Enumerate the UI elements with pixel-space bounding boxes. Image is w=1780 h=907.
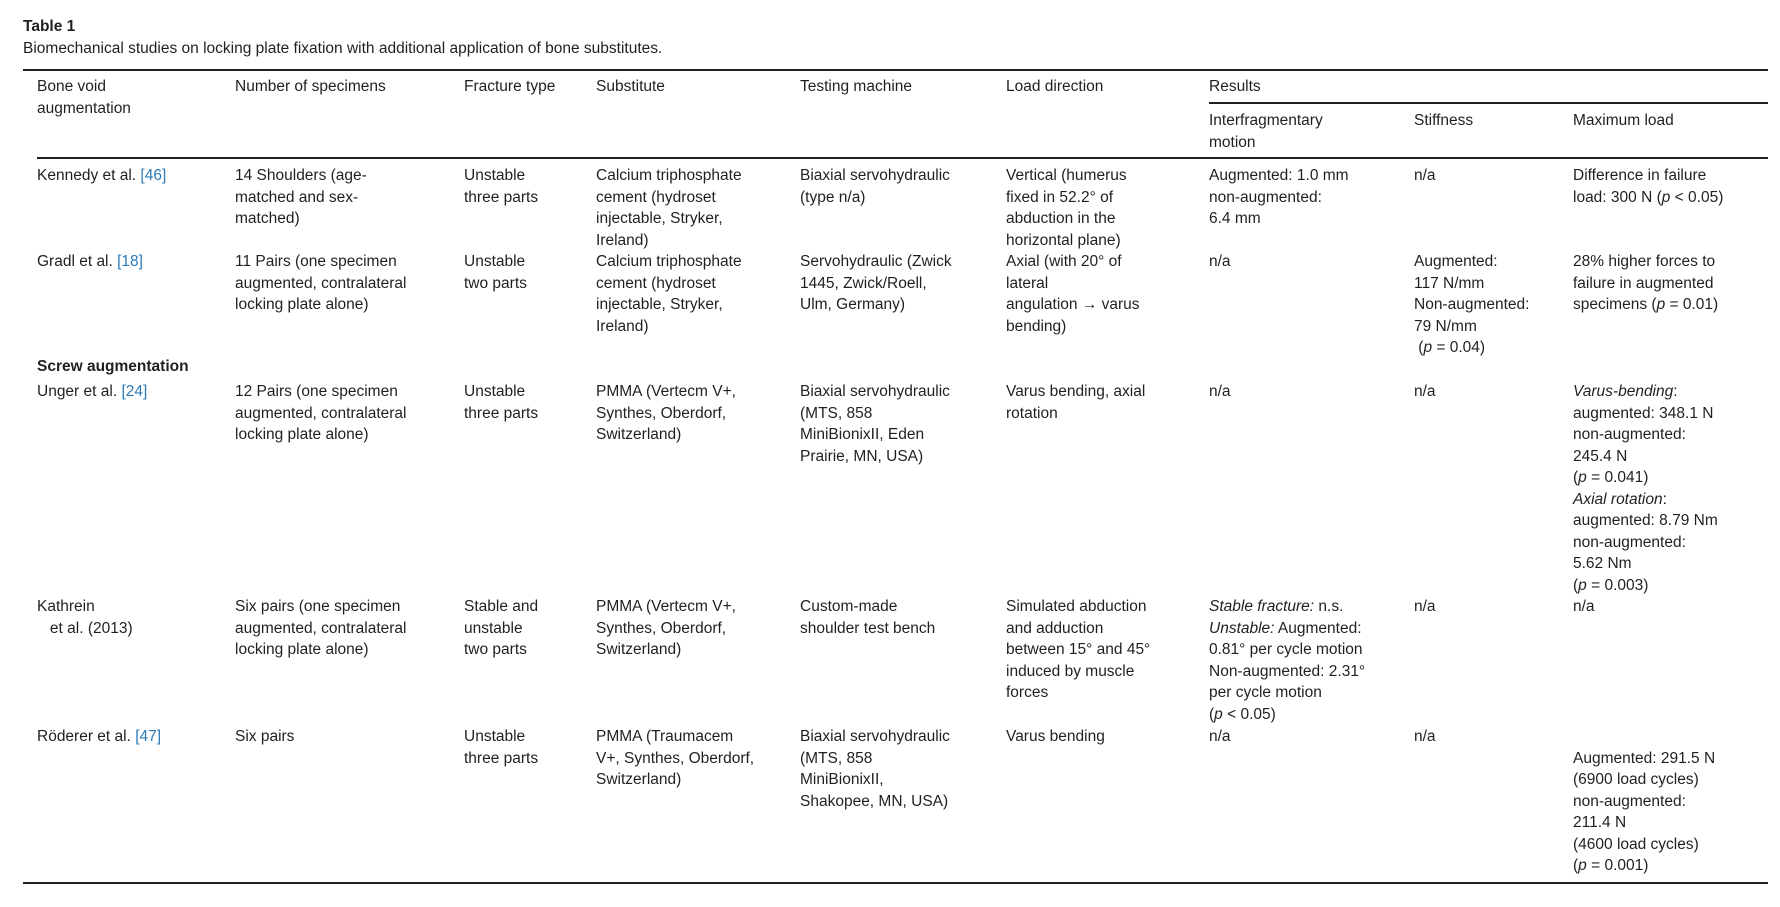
text: ( [1573,469,1579,486]
cell-substitute [596,596,736,661]
text: ( [1573,576,1579,594]
italic-text: p [1423,339,1433,356]
text: Kennedy et al. [37,167,141,184]
text: specimens ( [1573,296,1657,313]
cell-substitute [596,165,742,251]
text: ( [1573,857,1579,874]
cell-line: Biaxial servohydraulic [800,728,950,745]
cell-line: between 15° and 45° [1006,641,1151,658]
cell-line: Augmented: 291.5 N [1573,749,1716,767]
cell-testing-machine [800,251,952,316]
cell-line: Custom-made [800,598,898,615]
cell-line [37,726,161,748]
cell-line: augmented, contralateral [235,274,407,292]
cell-line: lateral [1006,274,1049,292]
cell-specimens [235,165,367,230]
cell-load-direction [1006,165,1127,251]
cell-maximum-load [1573,251,1718,316]
italic-text: p [1661,188,1671,206]
header-specimens: Number of specimens [235,78,386,95]
header-testing-machine: Testing machine [800,78,913,95]
text: = 0.001) [1586,857,1649,874]
cell-load-direction [1006,596,1150,704]
cell-line: n/a [1414,167,1436,184]
cell-line: n/a [1209,728,1231,745]
cell-specimens [235,381,406,446]
cell-line: injectable, Stryker, [596,210,723,227]
table-caption: Biomechanical studies on locking plate fixation with additional application of bone substitutes. [23,40,663,57]
italic-text: p [1578,576,1587,594]
text: = 0.041) [1586,469,1649,486]
cell-line: cement (hydroset [596,274,716,292]
cell-line: Vertical (humerus [1006,167,1127,184]
header-substitute: Substitute [596,78,665,95]
cell-line: et al. (2013) [37,619,133,637]
cell-line: Six pairs (one specimen [235,598,401,615]
cell-load-direction [1006,251,1140,337]
reference-link[interactable]: [18] [117,253,143,270]
text: : [1662,490,1667,508]
cell-maximum-load [1573,596,1595,618]
cell-interfragmentary-motion [1209,251,1231,273]
cell-fracture-type [464,726,538,769]
cell-specimens [235,596,406,661]
cell-line [1573,294,1718,316]
text: n.s. [1314,598,1344,615]
cell-line: Switzerland) [596,641,682,658]
cell-line [37,381,147,403]
cell-line: unstable [464,619,523,637]
cell-line: Non-augmented: 2.31° [1209,662,1366,680]
cell-line: (type n/a) [800,188,866,206]
cell-maximum-load [1573,726,1715,877]
cell-line: Ireland) [596,317,649,335]
header-rule [37,157,1768,159]
cell-line [1573,855,1715,877]
italic-text: Axial rotation [1573,490,1663,508]
cell-line: injectable, Stryker, [596,296,723,313]
text: < 0.05) [1670,188,1724,206]
cell-interfragmentary-motion [1209,381,1231,403]
cell-stiffness [1414,251,1529,359]
text: Unger et al. [37,383,122,400]
cell-interfragmentary-motion [1209,726,1231,748]
cell-line: locking plate alone) [235,426,369,443]
cell-line: augmented, contralateral [235,404,407,422]
cell-line: 11 Pairs (one specimen [235,253,397,270]
cell-study [37,381,147,403]
text: Augmented: [1274,619,1362,637]
cell-line: n/a [1414,728,1436,745]
cell-line: three parts [464,404,539,422]
cell-fracture-type [464,251,527,294]
cell-line: 6.4 mm [1209,210,1261,227]
cell-substitute [596,381,736,446]
cell-line: n/a [1209,253,1231,270]
cell-line: 12 Pairs (one specimen [235,383,398,400]
cell-line: (6900 load cycles) [1573,771,1699,788]
cell-fracture-type [464,381,538,424]
cell-line: Non-augmented: [1414,296,1530,313]
header-interfragmentary-motion [1209,110,1323,153]
cell-line: failure in augmented [1573,274,1714,292]
italic-text: p [1214,705,1223,723]
cell-testing-machine [800,381,950,467]
cell-line: non-augmented: [1573,792,1686,810]
section-screw-augmentation: Screw augmentation [37,358,189,375]
cell-line: 5.62 Nm [1573,555,1632,572]
cell-line: Switzerland) [596,771,682,788]
cell-line: non-augmented: [1573,533,1686,551]
header-motion-line: motion [1209,133,1256,151]
italic-text: Varus-bending [1573,383,1674,400]
cell-line: 14 Shoulders (age- [235,167,367,184]
cell-stiffness [1414,596,1436,618]
text: = 0.01) [1665,296,1719,313]
header-results: Results [1209,78,1261,95]
header-load-direction: Load direction [1006,78,1104,95]
cell-fracture-type [464,165,538,208]
cell-line: PMMA (Vertecm V+, [596,598,736,615]
cell-line: locking plate alone) [235,296,369,313]
cell-line [1573,575,1718,597]
cell-line: 117 N/mm [1414,274,1485,292]
cell-study [37,596,133,639]
cell-line [37,165,166,187]
header-bone-void-line: augmentation [37,99,131,117]
cell-line: Unstable [464,253,526,270]
cell-line: Prairie, MN, USA) [800,447,924,465]
cell-line: bending) [1006,317,1067,335]
cell-line: horizontal plane) [1006,231,1121,249]
cell-line: abduction in the [1006,210,1116,227]
cell-load-direction [1006,381,1145,424]
cell-testing-machine [800,165,950,208]
cell-line: Unstable [464,167,526,184]
cell-line: (4600 load cycles) [1573,835,1699,853]
cell-line: MiniBionixII, Eden [800,426,925,443]
cell-study [37,165,166,187]
bottom-rule [23,882,1768,884]
italic-text: p [1578,469,1587,486]
cell-line: Augmented: 1.0 mm [1209,167,1349,184]
cell-line: 79 N/mm [1414,317,1477,335]
cell-line: forces [1006,684,1049,701]
cell-line: non-augmented: [1573,426,1686,443]
cell-line: MiniBionixII, [800,771,884,788]
cell-line [1209,704,1365,726]
cell-maximum-load [1573,381,1718,596]
header-stiffness: Stiffness [1414,112,1474,129]
cell-line: Simulated abduction [1006,598,1147,615]
cell-line [1209,618,1365,640]
cell-interfragmentary-motion [1209,596,1365,725]
cell-line: fixed in 52.2° of [1006,188,1114,206]
cell-substitute [596,251,742,337]
cell-line: Biaxial servohydraulic [800,383,950,400]
cell-line: augmented: 348.1 N [1573,404,1714,422]
text: Gradl et al. [37,253,118,270]
text: Röderer et al. [37,728,136,745]
cell-line: Ulm, Germany) [800,296,906,313]
cell-study [37,251,143,273]
cell-line: Biaxial servohydraulic [800,167,950,184]
cell-line: 245.4 N [1573,447,1628,465]
cell-line: 1445, Zwick/Roell, [800,274,927,292]
cell-line: V+, Synthes, Oberdorf, [596,749,755,767]
cell-line [1573,726,1715,748]
cell-line: PMMA (Vertecm V+, [596,383,736,400]
cell-line: Switzerland) [596,426,682,443]
cell-line: 28% higher forces to [1573,253,1716,270]
cell-line: 211.4 N [1573,814,1627,831]
cell-line [1414,337,1529,359]
cell-line: rotation [1006,404,1058,422]
header-fracture-type: Fracture type [464,78,556,95]
italic-text: Unstable: [1209,619,1275,637]
cell-line: non-augmented: [1209,188,1322,206]
cell-line: n/a [1573,598,1595,615]
cell-line: matched) [235,210,300,227]
table-label: Table 1 [23,18,76,35]
cell-maximum-load [1573,165,1723,208]
cell-line: three parts [464,188,539,206]
text: load: 300 N ( [1573,188,1662,206]
cell-line: Unstable [464,383,526,400]
cell-line: 0.81° per cycle motion [1209,641,1363,658]
cell-substitute [596,726,754,791]
cell-line: augmented: 8.79 Nm [1573,512,1718,529]
cell-line: Ireland) [596,231,649,249]
cell-line: Shakopee, MN, USA) [800,792,949,810]
reference-link[interactable]: [47] [135,728,162,745]
cell-line: cement (hydroset [596,188,716,206]
cell-line [1573,489,1718,511]
cell-line: Axial (with 20° of [1006,253,1122,270]
cell-study [37,726,161,748]
cell-line: two parts [464,641,527,658]
cell-stiffness [1414,726,1436,748]
cell-line [1573,381,1718,403]
cell-specimens [235,251,406,316]
header-bone-void-line: Bone void [37,78,106,95]
reference-link[interactable]: [24] [121,383,148,400]
cell-line: induced by muscle [1006,662,1135,680]
reference-link[interactable]: [46] [140,167,167,184]
cell-line: matched and sex- [235,188,359,206]
cell-line: augmented, contralateral [235,619,407,637]
text: < 0.05) [1222,705,1276,723]
text: = 0.04) [1432,339,1486,356]
cell-line: Augmented: [1414,253,1498,270]
top-rule [23,69,1768,71]
cell-line: Calcium triphosphate [596,253,742,270]
text: ( [1414,339,1424,356]
cell-line [37,251,143,273]
cell-line [1573,187,1723,209]
cell-line: Synthes, Oberdorf, [596,619,727,637]
cell-line: Varus bending [1006,728,1105,745]
cell-load-direction [1006,726,1105,748]
cell-line: angulation → varus [1006,296,1140,313]
cell-line: (MTS, 858 [800,404,873,422]
cell-line: Stable and [464,598,539,615]
italic-text: p [1656,296,1666,313]
cell-line: and adduction [1006,619,1104,637]
header-motion-line: Interfragmentary [1209,112,1323,129]
italic-text: p [1578,857,1587,874]
cell-line: locking plate alone) [235,641,369,658]
cell-line: PMMA (Traumacem [596,728,734,745]
cell-line: n/a [1414,383,1436,400]
cell-line [1209,596,1365,618]
cell-specimens [235,726,294,748]
cell-fracture-type [464,596,538,661]
cell-line [1573,467,1718,489]
cell-stiffness [1414,381,1436,403]
cell-line: Difference in failure [1573,167,1707,184]
italic-text: Stable fracture: [1209,598,1315,615]
cell-testing-machine [800,596,935,639]
text: = 0.003) [1586,576,1649,594]
cell-line: Servohydraulic (Zwick [800,253,952,270]
cell-line: Varus bending, axial [1006,383,1146,400]
cell-line: (MTS, 858 [800,749,873,767]
text: : [1673,383,1678,400]
cell-line: three parts [464,749,539,767]
cell-testing-machine [800,726,950,812]
results-rule [1209,102,1768,104]
cell-line: Six pairs [235,728,295,745]
header-maximum-load: Maximum load [1573,112,1674,129]
cell-line: n/a [1209,383,1231,400]
cell-line: n/a [1414,598,1436,615]
cell-line: Unstable [464,728,526,745]
cell-line: Calcium triphosphate [596,167,742,184]
cell-line: Synthes, Oberdorf, [596,404,727,422]
cell-line: two parts [464,274,527,292]
cell-line: Kathrein [37,598,95,615]
header-bone-void [37,76,131,119]
cell-stiffness [1414,165,1436,187]
cell-line: per cycle motion [1209,684,1322,701]
cell-interfragmentary-motion [1209,165,1349,230]
text: ( [1209,705,1215,723]
cell-line: shoulder test bench [800,619,936,637]
